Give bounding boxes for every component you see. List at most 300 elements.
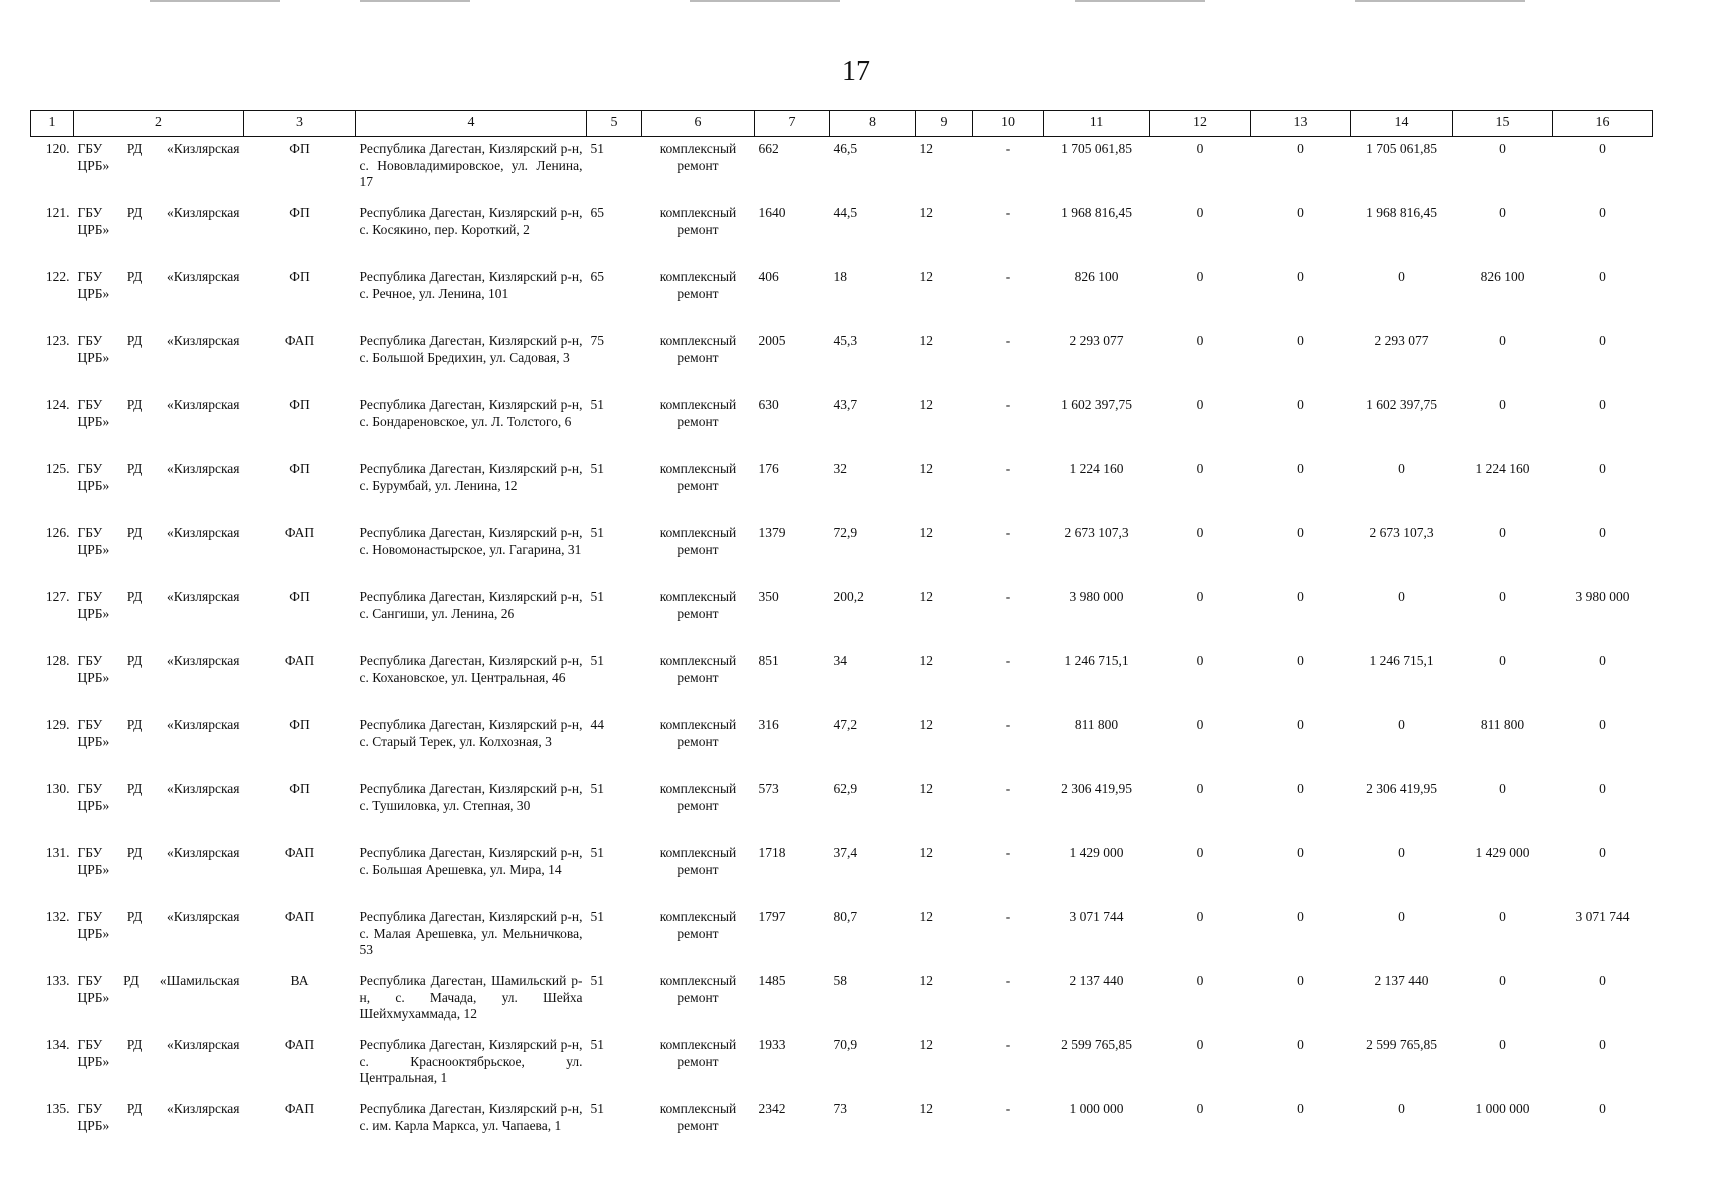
col-15-value: 0	[1499, 909, 1506, 924]
col-15-value: 0	[1499, 973, 1506, 988]
col-8-value: 62,9	[833, 781, 858, 796]
org-word: «Кизлярская	[166, 397, 240, 412]
org-word: ЦРБ»	[77, 413, 110, 429]
table-row	[31, 1033, 1653, 1097]
org-name	[74, 969, 244, 1033]
org-word: РД	[126, 909, 143, 924]
facility-type: ФАП	[284, 909, 315, 924]
org-name	[74, 457, 244, 521]
col-10-value: -	[1005, 141, 1011, 156]
facility-type: ФП	[289, 781, 310, 796]
org-word: ЦРБ»	[77, 477, 110, 493]
col-11-value: 1 429 000	[1069, 845, 1124, 860]
row-number: 124.	[45, 397, 70, 412]
address: Республика Дагестан, Кизлярский р-н, с. Старый Терек, ул. Колхозная, 3	[359, 717, 583, 749]
work-type: комплексный ремонт	[659, 205, 737, 237]
org-word: ГБУ	[77, 1037, 103, 1052]
facility-type: ФП	[289, 205, 310, 220]
col-12-value: 0	[1196, 525, 1204, 540]
col-10-value: -	[1005, 589, 1011, 604]
col-12-value: 0	[1196, 589, 1204, 604]
col-5-value: 51	[590, 781, 604, 796]
row-number: 131.	[45, 845, 70, 860]
col-13-value: 0	[1297, 653, 1304, 668]
col-13-value: 0	[1297, 781, 1304, 796]
col-16-value: 0	[1599, 141, 1606, 156]
column-header: 4	[356, 111, 587, 137]
org-word: «Кизлярская	[166, 717, 240, 732]
col-16-value: 3 980 000	[1575, 589, 1630, 604]
col-14-value: 0	[1398, 269, 1405, 284]
org-word: ГБУ	[77, 461, 103, 476]
org-word: ЦРБ»	[77, 669, 110, 685]
col-5-value: 51	[590, 909, 604, 924]
col-9-value: 12	[919, 781, 933, 796]
table-row	[31, 265, 1653, 329]
col-14-value: 2 599 765,85	[1366, 1037, 1437, 1052]
column-header: 2	[74, 111, 244, 137]
data-table	[30, 110, 1653, 1161]
col-10-value: -	[1005, 269, 1011, 284]
work-type: комплексный ремонт	[659, 269, 737, 301]
address: Республика Дагестан, Кизлярский р-н, с. Тушиловка, ул. Степная, 30	[359, 781, 583, 813]
org-word: ЦРБ»	[77, 925, 110, 941]
col-14-value: 0	[1398, 589, 1405, 604]
org-name	[74, 905, 244, 969]
col-13-value: 0	[1297, 269, 1304, 284]
col-13-value: 0	[1297, 1101, 1304, 1116]
work-type: комплексный ремонт	[659, 845, 737, 877]
address: Республика Дагестан, Кизлярский р-н, с. Кохановское, ул. Центральная, 46	[359, 653, 583, 685]
col-16-value: 0	[1599, 269, 1606, 284]
column-header: 3	[244, 111, 356, 137]
col-7-value: 350	[758, 589, 779, 604]
col-7-value: 1640	[758, 205, 786, 220]
header-row	[31, 111, 1653, 137]
facility-type: ФП	[289, 589, 310, 604]
org-word: РД	[126, 1101, 143, 1116]
facility-type: ВА	[290, 973, 309, 988]
row-number: 121.	[45, 205, 70, 220]
col-5-value: 44	[590, 717, 604, 732]
work-type: комплексный ремонт	[659, 973, 737, 1005]
org-word: «Кизлярская	[166, 653, 240, 668]
col-13-value: 0	[1297, 525, 1304, 540]
col-15-value: 826 100	[1480, 269, 1525, 284]
col-12-value: 0	[1196, 397, 1204, 412]
col-8-value: 34	[833, 653, 847, 668]
org-word: «Кизлярская	[166, 269, 240, 284]
facility-type: ФП	[289, 461, 310, 476]
col-16-value: 0	[1599, 717, 1606, 732]
org-word: РД	[126, 845, 143, 860]
column-header: 9	[916, 111, 973, 137]
col-14-value: 0	[1398, 845, 1405, 860]
col-9-value: 12	[919, 333, 933, 348]
org-word: РД	[126, 653, 143, 668]
org-word: ГБУ	[77, 717, 103, 732]
col-8-value: 18	[833, 269, 847, 284]
scan-artifact	[360, 0, 470, 2]
col-12-value: 0	[1196, 1037, 1204, 1052]
col-13-value: 0	[1297, 141, 1304, 156]
col-5-value: 51	[590, 973, 604, 988]
col-10-value: -	[1005, 973, 1011, 988]
col-9-value: 12	[919, 397, 933, 412]
col-7-value: 316	[758, 717, 779, 732]
col-5-value: 51	[590, 141, 604, 156]
col-11-value: 1 224 160	[1069, 461, 1124, 476]
col-9-value: 12	[919, 589, 933, 604]
org-word: ЦРБ»	[77, 733, 110, 749]
col-10-value: -	[1005, 205, 1011, 220]
col-5-value: 75	[590, 333, 604, 348]
col-13-value: 0	[1297, 973, 1304, 988]
org-word: ЦРБ»	[77, 349, 110, 365]
col-11-value: 1 602 397,75	[1061, 397, 1132, 412]
org-word: «Кизлярская	[166, 845, 240, 860]
col-16-value: 0	[1599, 1037, 1606, 1052]
org-word: ГБУ	[77, 333, 103, 348]
col-13-value: 0	[1297, 589, 1304, 604]
table-row	[31, 201, 1653, 265]
address: Республика Дагестан, Кизлярский р-н, с. Бурумбай, ул. Ленина, 12	[359, 461, 583, 493]
col-11-value: 1 000 000	[1069, 1101, 1124, 1116]
row-number: 132.	[45, 909, 70, 924]
col-13-value: 0	[1297, 1037, 1304, 1052]
column-header: 1	[31, 111, 74, 137]
col-12-value: 0	[1196, 909, 1204, 924]
column-header: 5	[587, 111, 642, 137]
col-8-value: 43,7	[833, 397, 858, 412]
org-word: ГБУ	[77, 269, 103, 284]
row-number: 130.	[45, 781, 70, 796]
col-10-value: -	[1005, 845, 1011, 860]
facility-type: ФАП	[284, 653, 315, 668]
col-9-value: 12	[919, 909, 933, 924]
col-10-value: -	[1005, 1037, 1011, 1052]
table-row	[31, 841, 1653, 905]
col-9-value: 12	[919, 269, 933, 284]
org-word: ЦРБ»	[77, 157, 110, 173]
page-number: 17	[842, 56, 870, 87]
col-7-value: 2005	[758, 333, 786, 348]
org-name	[74, 393, 244, 457]
col-14-value: 0	[1398, 461, 1405, 476]
col-16-value: 0	[1599, 973, 1606, 988]
column-header: 16	[1553, 111, 1653, 137]
col-11-value: 2 673 107,3	[1064, 525, 1129, 540]
address: Республика Дагестан, Кизлярский р-н, с. Малая Арешевка, ул. Мельничкова, 53	[359, 909, 583, 957]
col-10-value: -	[1005, 653, 1011, 668]
address: Республика Дагестан, Кизлярский р-н, с. Большая Арешевка, ул. Мира, 14	[359, 845, 583, 877]
address: Республика Дагестан, Шамильский р-н, с. Мачада, ул. Шейха Шейхмухаммада, 12	[359, 973, 583, 1021]
table-row	[31, 649, 1653, 713]
col-8-value: 47,2	[833, 717, 858, 732]
col-9-value: 12	[919, 525, 933, 540]
col-16-value: 3 071 744	[1575, 909, 1630, 924]
col-8-value: 37,4	[833, 845, 858, 860]
col-7-value: 1485	[758, 973, 786, 988]
facility-type: ФАП	[284, 525, 315, 540]
col-15-value: 0	[1499, 589, 1506, 604]
scan-artifact	[1355, 0, 1525, 2]
col-7-value: 851	[758, 653, 779, 668]
row-number: 125.	[45, 461, 70, 476]
col-16-value: 0	[1599, 397, 1606, 412]
org-word: РД	[126, 717, 143, 732]
col-5-value: 65	[590, 205, 604, 220]
col-15-value: 0	[1499, 653, 1506, 668]
address: Республика Дагестан, Кизлярский р-н, с. Бондареновское, ул. Л. Толстого, 6	[359, 397, 583, 429]
col-9-value: 12	[919, 1101, 933, 1116]
col-13-value: 0	[1297, 333, 1304, 348]
org-word: РД	[126, 461, 143, 476]
org-word: РД	[126, 141, 143, 156]
facility-type: ФП	[289, 717, 310, 732]
facility-type: ФАП	[284, 1101, 315, 1116]
col-14-value: 0	[1398, 1101, 1405, 1116]
table-row	[31, 969, 1653, 1033]
col-7-value: 406	[758, 269, 779, 284]
work-type: комплексный ремонт	[659, 141, 737, 173]
row-number: 120.	[45, 141, 70, 156]
column-header: 7	[755, 111, 830, 137]
col-14-value: 2 673 107,3	[1369, 525, 1434, 540]
col-9-value: 12	[919, 973, 933, 988]
work-type: комплексный ремонт	[659, 589, 737, 621]
col-8-value: 45,3	[833, 333, 858, 348]
scan-artifact	[1075, 0, 1205, 2]
col-16-value: 0	[1599, 781, 1606, 796]
table-row	[31, 393, 1653, 457]
col-12-value: 0	[1196, 653, 1204, 668]
org-word: РД	[126, 205, 143, 220]
org-name	[74, 1033, 244, 1097]
column-header: 14	[1351, 111, 1453, 137]
org-word: «Кизлярская	[166, 589, 240, 604]
col-12-value: 0	[1196, 205, 1204, 220]
col-11-value: 1 968 816,45	[1061, 205, 1132, 220]
table-row	[31, 777, 1653, 841]
col-7-value: 662	[758, 141, 779, 156]
table-row	[31, 1097, 1653, 1161]
org-word: «Кизлярская	[166, 205, 240, 220]
org-word: «Кизлярская	[166, 525, 240, 540]
work-type: комплексный ремонт	[659, 781, 737, 813]
col-15-value: 0	[1499, 205, 1506, 220]
col-12-value: 0	[1196, 1101, 1204, 1116]
row-number: 122.	[45, 269, 70, 284]
col-5-value: 51	[590, 1037, 604, 1052]
col-8-value: 80,7	[833, 909, 858, 924]
facility-type: ФАП	[284, 1037, 315, 1052]
col-15-value: 0	[1499, 141, 1506, 156]
table-row	[31, 329, 1653, 393]
work-type: комплексный ремонт	[659, 1101, 737, 1133]
org-word: ГБУ	[77, 781, 103, 796]
address: Республика Дагестан, Кизлярский р-н, с. Новомонастырское, ул. Гагарина, 31	[359, 525, 583, 557]
col-7-value: 1379	[758, 525, 786, 540]
col-16-value: 0	[1599, 461, 1606, 476]
col-8-value: 72,9	[833, 525, 858, 540]
col-9-value: 12	[919, 653, 933, 668]
col-8-value: 46,5	[833, 141, 858, 156]
org-word: ЦРБ»	[77, 1117, 110, 1133]
col-7-value: 573	[758, 781, 779, 796]
row-number: 134.	[45, 1037, 70, 1052]
org-word: ЦРБ»	[77, 989, 110, 1005]
column-header: 15	[1453, 111, 1553, 137]
org-word: ЦРБ»	[77, 1053, 110, 1069]
col-14-value: 2 306 419,95	[1366, 781, 1437, 796]
org-name	[74, 201, 244, 265]
col-5-value: 51	[590, 653, 604, 668]
work-type: комплексный ремонт	[659, 525, 737, 557]
org-word: ГБУ	[77, 205, 103, 220]
col-8-value: 200,2	[833, 589, 864, 604]
org-word: ГБУ	[77, 653, 103, 668]
org-word: ГБУ	[77, 909, 103, 924]
column-header: 8	[830, 111, 916, 137]
col-10-value: -	[1005, 717, 1011, 732]
work-type: комплексный ремонт	[659, 653, 737, 685]
col-5-value: 51	[590, 397, 604, 412]
table-row	[31, 713, 1653, 777]
row-number: 126.	[45, 525, 70, 540]
org-word: ЦРБ»	[77, 605, 110, 621]
col-15-value: 1 000 000	[1475, 1101, 1530, 1116]
org-word: РД	[126, 269, 143, 284]
col-10-value: -	[1005, 461, 1011, 476]
org-name	[74, 713, 244, 777]
col-5-value: 51	[590, 845, 604, 860]
col-11-value: 3 071 744	[1069, 909, 1124, 924]
col-9-value: 12	[919, 205, 933, 220]
org-word: «Кизлярская	[166, 1101, 240, 1116]
col-12-value: 0	[1196, 781, 1204, 796]
col-11-value: 1 705 061,85	[1061, 141, 1132, 156]
org-word: «Кизлярская	[166, 141, 240, 156]
col-15-value: 1 224 160	[1475, 461, 1530, 476]
col-12-value: 0	[1196, 973, 1204, 988]
org-word: ГБУ	[77, 397, 103, 412]
col-9-value: 12	[919, 141, 933, 156]
column-header: 11	[1044, 111, 1150, 137]
col-13-value: 0	[1297, 909, 1304, 924]
col-15-value: 0	[1499, 1037, 1506, 1052]
col-11-value: 2 599 765,85	[1061, 1037, 1132, 1052]
col-10-value: -	[1005, 525, 1011, 540]
col-15-value: 0	[1499, 333, 1506, 348]
col-7-value: 2342	[758, 1101, 786, 1116]
org-word: ЦРБ»	[77, 285, 110, 301]
col-5-value: 51	[590, 1101, 604, 1116]
facility-type: ФП	[289, 397, 310, 412]
col-8-value: 58	[833, 973, 847, 988]
col-9-value: 12	[919, 717, 933, 732]
col-10-value: -	[1005, 397, 1011, 412]
col-14-value: 0	[1398, 717, 1405, 732]
facility-type: ФАП	[284, 845, 315, 860]
address: Республика Дагестан, Кизлярский р-н, с. Большой Бредихин, ул. Садовая, 3	[359, 333, 583, 365]
org-word: ГБУ	[77, 589, 103, 604]
col-5-value: 51	[590, 461, 604, 476]
row-number: 128.	[45, 653, 70, 668]
col-7-value: 1933	[758, 1037, 786, 1052]
org-name	[74, 841, 244, 905]
org-word: «Кизлярская	[166, 781, 240, 796]
org-word: ЦРБ»	[77, 861, 110, 877]
col-8-value: 44,5	[833, 205, 858, 220]
col-14-value: 2 137 440	[1374, 973, 1429, 988]
column-header: 13	[1251, 111, 1351, 137]
col-11-value: 2 137 440	[1069, 973, 1124, 988]
org-word: РД	[126, 525, 143, 540]
col-14-value: 0	[1398, 909, 1405, 924]
org-name	[74, 265, 244, 329]
column-header: 6	[642, 111, 755, 137]
address: Республика Дагестан, Кизлярский р-н, с. Речное, ул. Ленина, 101	[359, 269, 583, 301]
org-word: ЦРБ»	[77, 541, 110, 557]
org-word: ГБУ	[77, 141, 103, 156]
col-9-value: 12	[919, 845, 933, 860]
col-14-value: 1 602 397,75	[1366, 397, 1437, 412]
col-14-value: 2 293 077	[1374, 333, 1429, 348]
col-7-value: 630	[758, 397, 779, 412]
org-word: РД	[126, 589, 143, 604]
org-name	[74, 649, 244, 713]
col-9-value: 12	[919, 1037, 933, 1052]
org-name	[74, 521, 244, 585]
col-13-value: 0	[1297, 205, 1304, 220]
col-12-value: 0	[1196, 141, 1204, 156]
work-type: комплексный ремонт	[659, 333, 737, 365]
org-word: ГБУ	[77, 525, 103, 540]
col-14-value: 1 968 816,45	[1366, 205, 1437, 220]
col-9-value: 12	[919, 461, 933, 476]
org-word: РД	[126, 333, 143, 348]
col-13-value: 0	[1297, 717, 1304, 732]
table-row	[31, 137, 1653, 202]
work-type: комплексный ремонт	[659, 717, 737, 749]
col-16-value: 0	[1599, 333, 1606, 348]
facility-type: ФАП	[284, 333, 315, 348]
org-word: РД	[126, 397, 143, 412]
org-name	[74, 585, 244, 649]
scan-artifact	[690, 0, 840, 2]
table-row	[31, 905, 1653, 969]
facility-type: ФП	[289, 269, 310, 284]
col-16-value: 0	[1599, 653, 1606, 668]
col-11-value: 3 980 000	[1069, 589, 1124, 604]
col-13-value: 0	[1297, 461, 1304, 476]
work-type: комплексный ремонт	[659, 461, 737, 493]
row-number: 127.	[45, 589, 70, 604]
table-body	[31, 137, 1653, 1162]
org-word: «Кизлярская	[166, 1037, 240, 1052]
column-header: 10	[973, 111, 1044, 137]
col-16-value: 0	[1599, 205, 1606, 220]
col-10-value: -	[1005, 1101, 1011, 1116]
scan-artifact	[150, 0, 280, 2]
column-header: 12	[1150, 111, 1251, 137]
col-12-value: 0	[1196, 717, 1204, 732]
col-11-value: 1 246 715,1	[1064, 653, 1129, 668]
org-word: «Кизлярская	[166, 333, 240, 348]
col-5-value: 65	[590, 269, 604, 284]
col-5-value: 51	[590, 525, 604, 540]
